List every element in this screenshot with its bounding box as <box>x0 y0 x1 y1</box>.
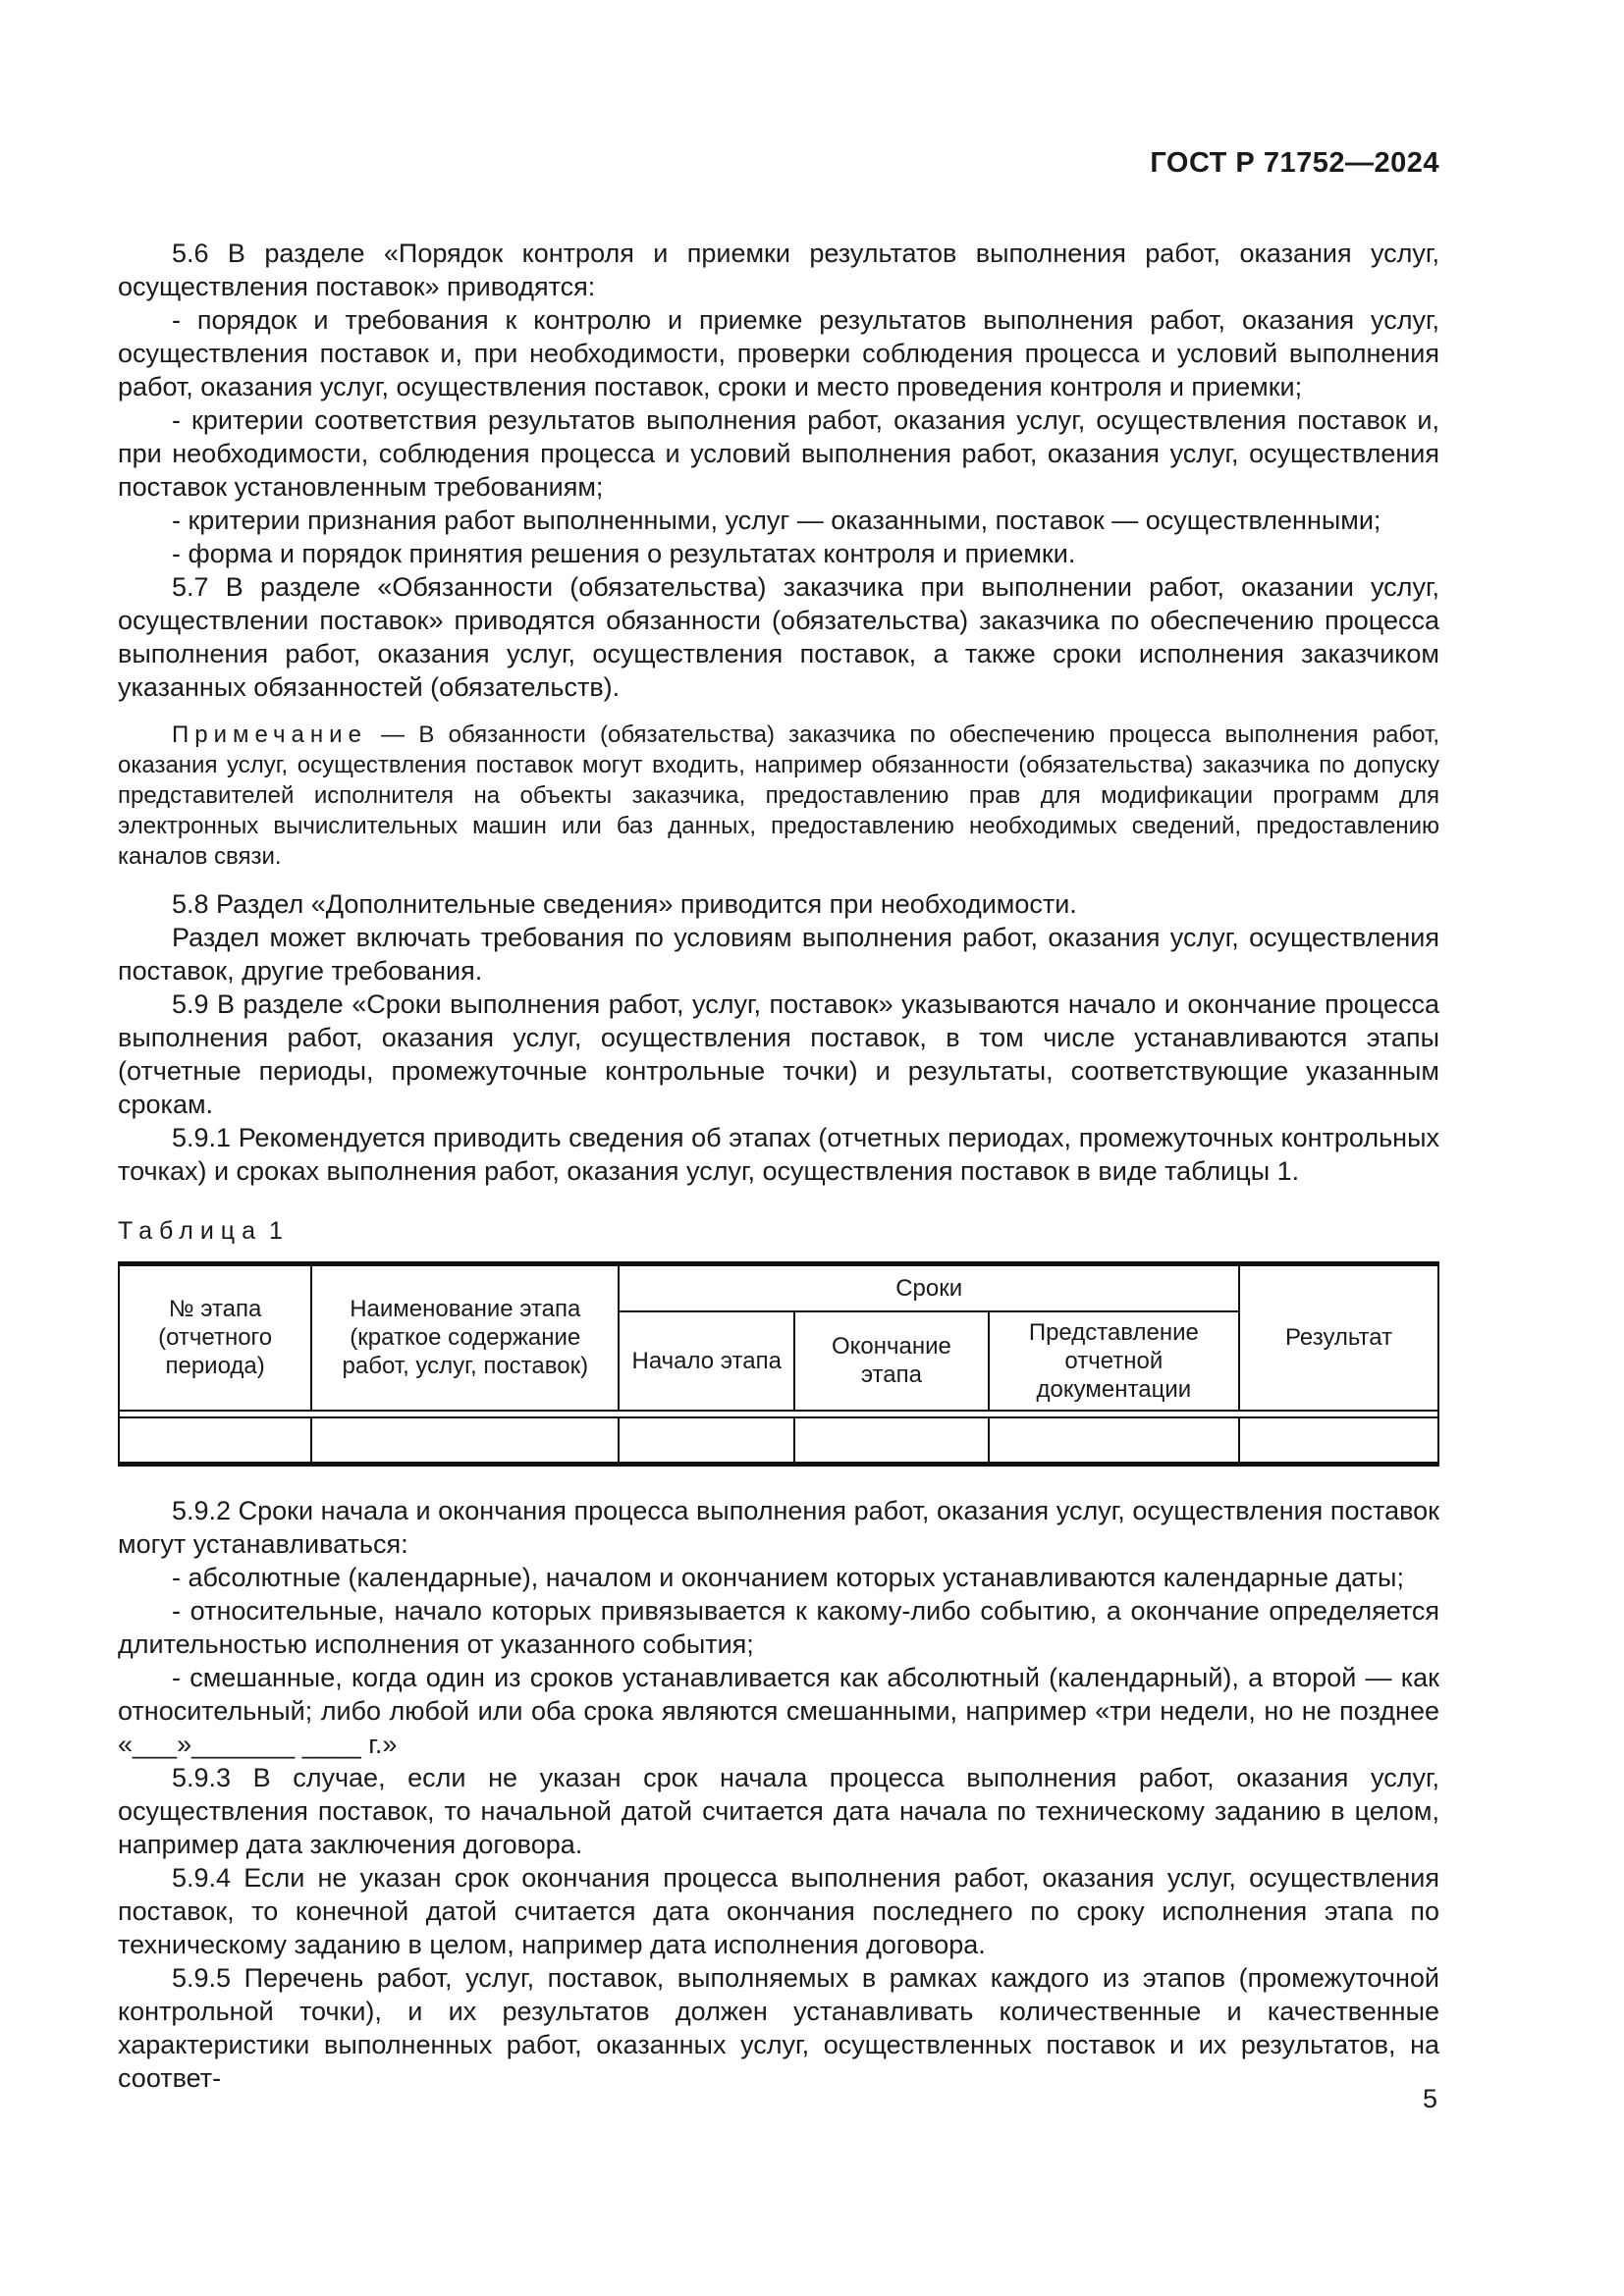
table-empty-cell <box>119 1417 311 1465</box>
column-header-stage-name: Наименование этапа (краткое содержание работ, услуг, поставок) <box>311 1264 619 1411</box>
table-label-word: Таблица <box>118 1217 263 1245</box>
list-item-relative-terms: - относительные, начало которых привязывается к какому-либо событию, а окончание определяется длительностью исполнения от указанного события; <box>118 1596 1439 1659</box>
paragraph-5-9-4: 5.9.4 Если не указан срок окончания процесса выполнения работ, оказания услуг, осуществления поставок, то конечной датой считается дата окончания последнего по сроку исполнения этапа по техническому заданию в целом, например дата исполнения договора. <box>118 1863 1439 1959</box>
list-item-conformity-criteria: - критерии соответствия результатов выполнения работ, оказания услуг, осуществления поставок и, при необходимости, соблюдения процесса и условий выполнения работ, оказания услуг, осуществления поставок установленным требованиям; <box>118 405 1439 502</box>
column-header-term-start: Начало этапа <box>619 1311 794 1411</box>
list-item-control-order: - порядок и требования к контролю и приемке результатов выполнения работ, оказания услуг, осуществления поставок и, при необходимости, проверки соблюдения процесса и условий выполнения работ, оказания услуг, осуществления поставок, сроки и место проведения контроля и приемки; <box>118 305 1439 401</box>
table-empty-cell <box>1239 1417 1438 1465</box>
list-item-decision-form: - форма и порядок принятия решения о результатах контроля и приемки. <box>172 539 1076 568</box>
column-header-term-end: Окончание этапа <box>794 1311 989 1411</box>
table-label-number: 1 <box>268 1217 283 1245</box>
paragraph-5-8-continuation: Раздел может включать требования по условиям выполнения работ, оказания услуг, осуществления поставок, другие требования. <box>118 923 1439 986</box>
list-item-absolute-terms: - абсолютные (календарные), началом и окончанием которых устанавливаются календарные даты; <box>172 1563 1404 1592</box>
note-label: Примечание <box>172 721 367 748</box>
note-paragraph <box>118 720 1439 872</box>
paragraph-5-6: 5.6 В разделе «Порядок контроля и приемки результатов выполнения работ, оказания услуг, осуществления поставок» приводятся: <box>118 239 1439 301</box>
list-item-recognition-criteria: - критерии признания работ выполненными, услуг — оказанными, поставок — осуществленными; <box>172 506 1381 535</box>
header-body-double-rule <box>119 1411 1438 1417</box>
stages-table <box>118 1261 1439 1467</box>
column-header-result: Результат <box>1239 1264 1438 1411</box>
paragraph-5-9-2: 5.9.2 Сроки начала и окончания процесса выполнения работ, оказания услуг, осуществления поставок могут устанавливаться: <box>118 1496 1439 1559</box>
table-empty-cell <box>989 1417 1239 1465</box>
paragraph-5-9-5: 5.9.5 Перечень работ, услуг, поставок, выполняемых в рамках каждого из этапов (промежуточной контрольной точки), и их результатов должен устанавливать количественные и качественные характеристики выполненных работ, оказанных услуг, осуществленных поставок и их результатов, на соответ- <box>118 1963 1439 2093</box>
paragraph-5-7: 5.7 В разделе «Обязанности (обязательства) заказчика при выполнении работ, оказании услуг, осуществлении поставок» приводятся обязанности (обязательства) заказчика по обеспечению процесса выполнения работ, оказания услуг, осуществления поставок, а также сроки исполнения заказчиком указанных обязанностей (обязательств). <box>118 572 1439 702</box>
table-label <box>118 1217 1439 1246</box>
column-group-header-terms: Сроки <box>619 1264 1239 1311</box>
paragraph-5-9: 5.9 В разделе «Сроки выполнения работ, услуг, поставок» указываются начало и окончание процесса выполнения работ, оказания услуг, осуществления поставок, в том числе устанавливаются этапы (отчетные периоды, промежуточные контрольные точки) и результаты, соответствующие указанным срокам. <box>118 989 1439 1119</box>
table-row <box>119 1417 1438 1465</box>
document-code-header: ГОСТ Р 71752—2024 <box>1150 147 1439 179</box>
column-header-stage-number: № этапа (отчетного периода) <box>119 1264 311 1411</box>
list-item-mixed-terms: - смешанные, когда один из сроков устанавливается как абсолютный (календарный), а второй — как относительный; либо любой или оба срока являются смешанными, например «три недели, но не позднее «___»_______ ____ г.» <box>118 1663 1439 1759</box>
note-text: — В обязанности (обязательства) заказчика по обеспечению процесса выполнения работ, оказания услуг, осуществления поставок могут входить, например обязанности (обязательства) заказчика по допуску представителей исполнителя на объекты заказчика, предоставлению прав для модификации программ для электронных вычислительных машин или баз данных, предоставлению необходимых сведений, предоставлению каналов связи. <box>118 721 1440 870</box>
paragraph-5-9-1: 5.9.1 Рекомендуется приводить сведения об этапах (отчетных периодах, промежуточных контрольных точках) и сроках выполнения работ, оказания услуг, осуществления поставок в виде таблицы 1. <box>118 1123 1439 1186</box>
table-empty-cell <box>311 1417 619 1465</box>
page-number: 5 <box>1422 2084 1437 2113</box>
column-header-term-reporting: Представление отчетной документации <box>989 1311 1239 1411</box>
paragraph-5-9-3: 5.9.3 В случае, если не указан срок начала процесса выполнения работ, оказания услуг, осуществления поставок, то начальной датой считается дата начала по техническому заданию в целом, например дата заключения договора. <box>118 1763 1439 1859</box>
table-empty-cell <box>619 1417 794 1465</box>
paragraph-5-8: 5.8 Раздел «Дополнительные сведения» приводится при необходимости. <box>172 889 1077 919</box>
table-empty-cell <box>794 1417 989 1465</box>
